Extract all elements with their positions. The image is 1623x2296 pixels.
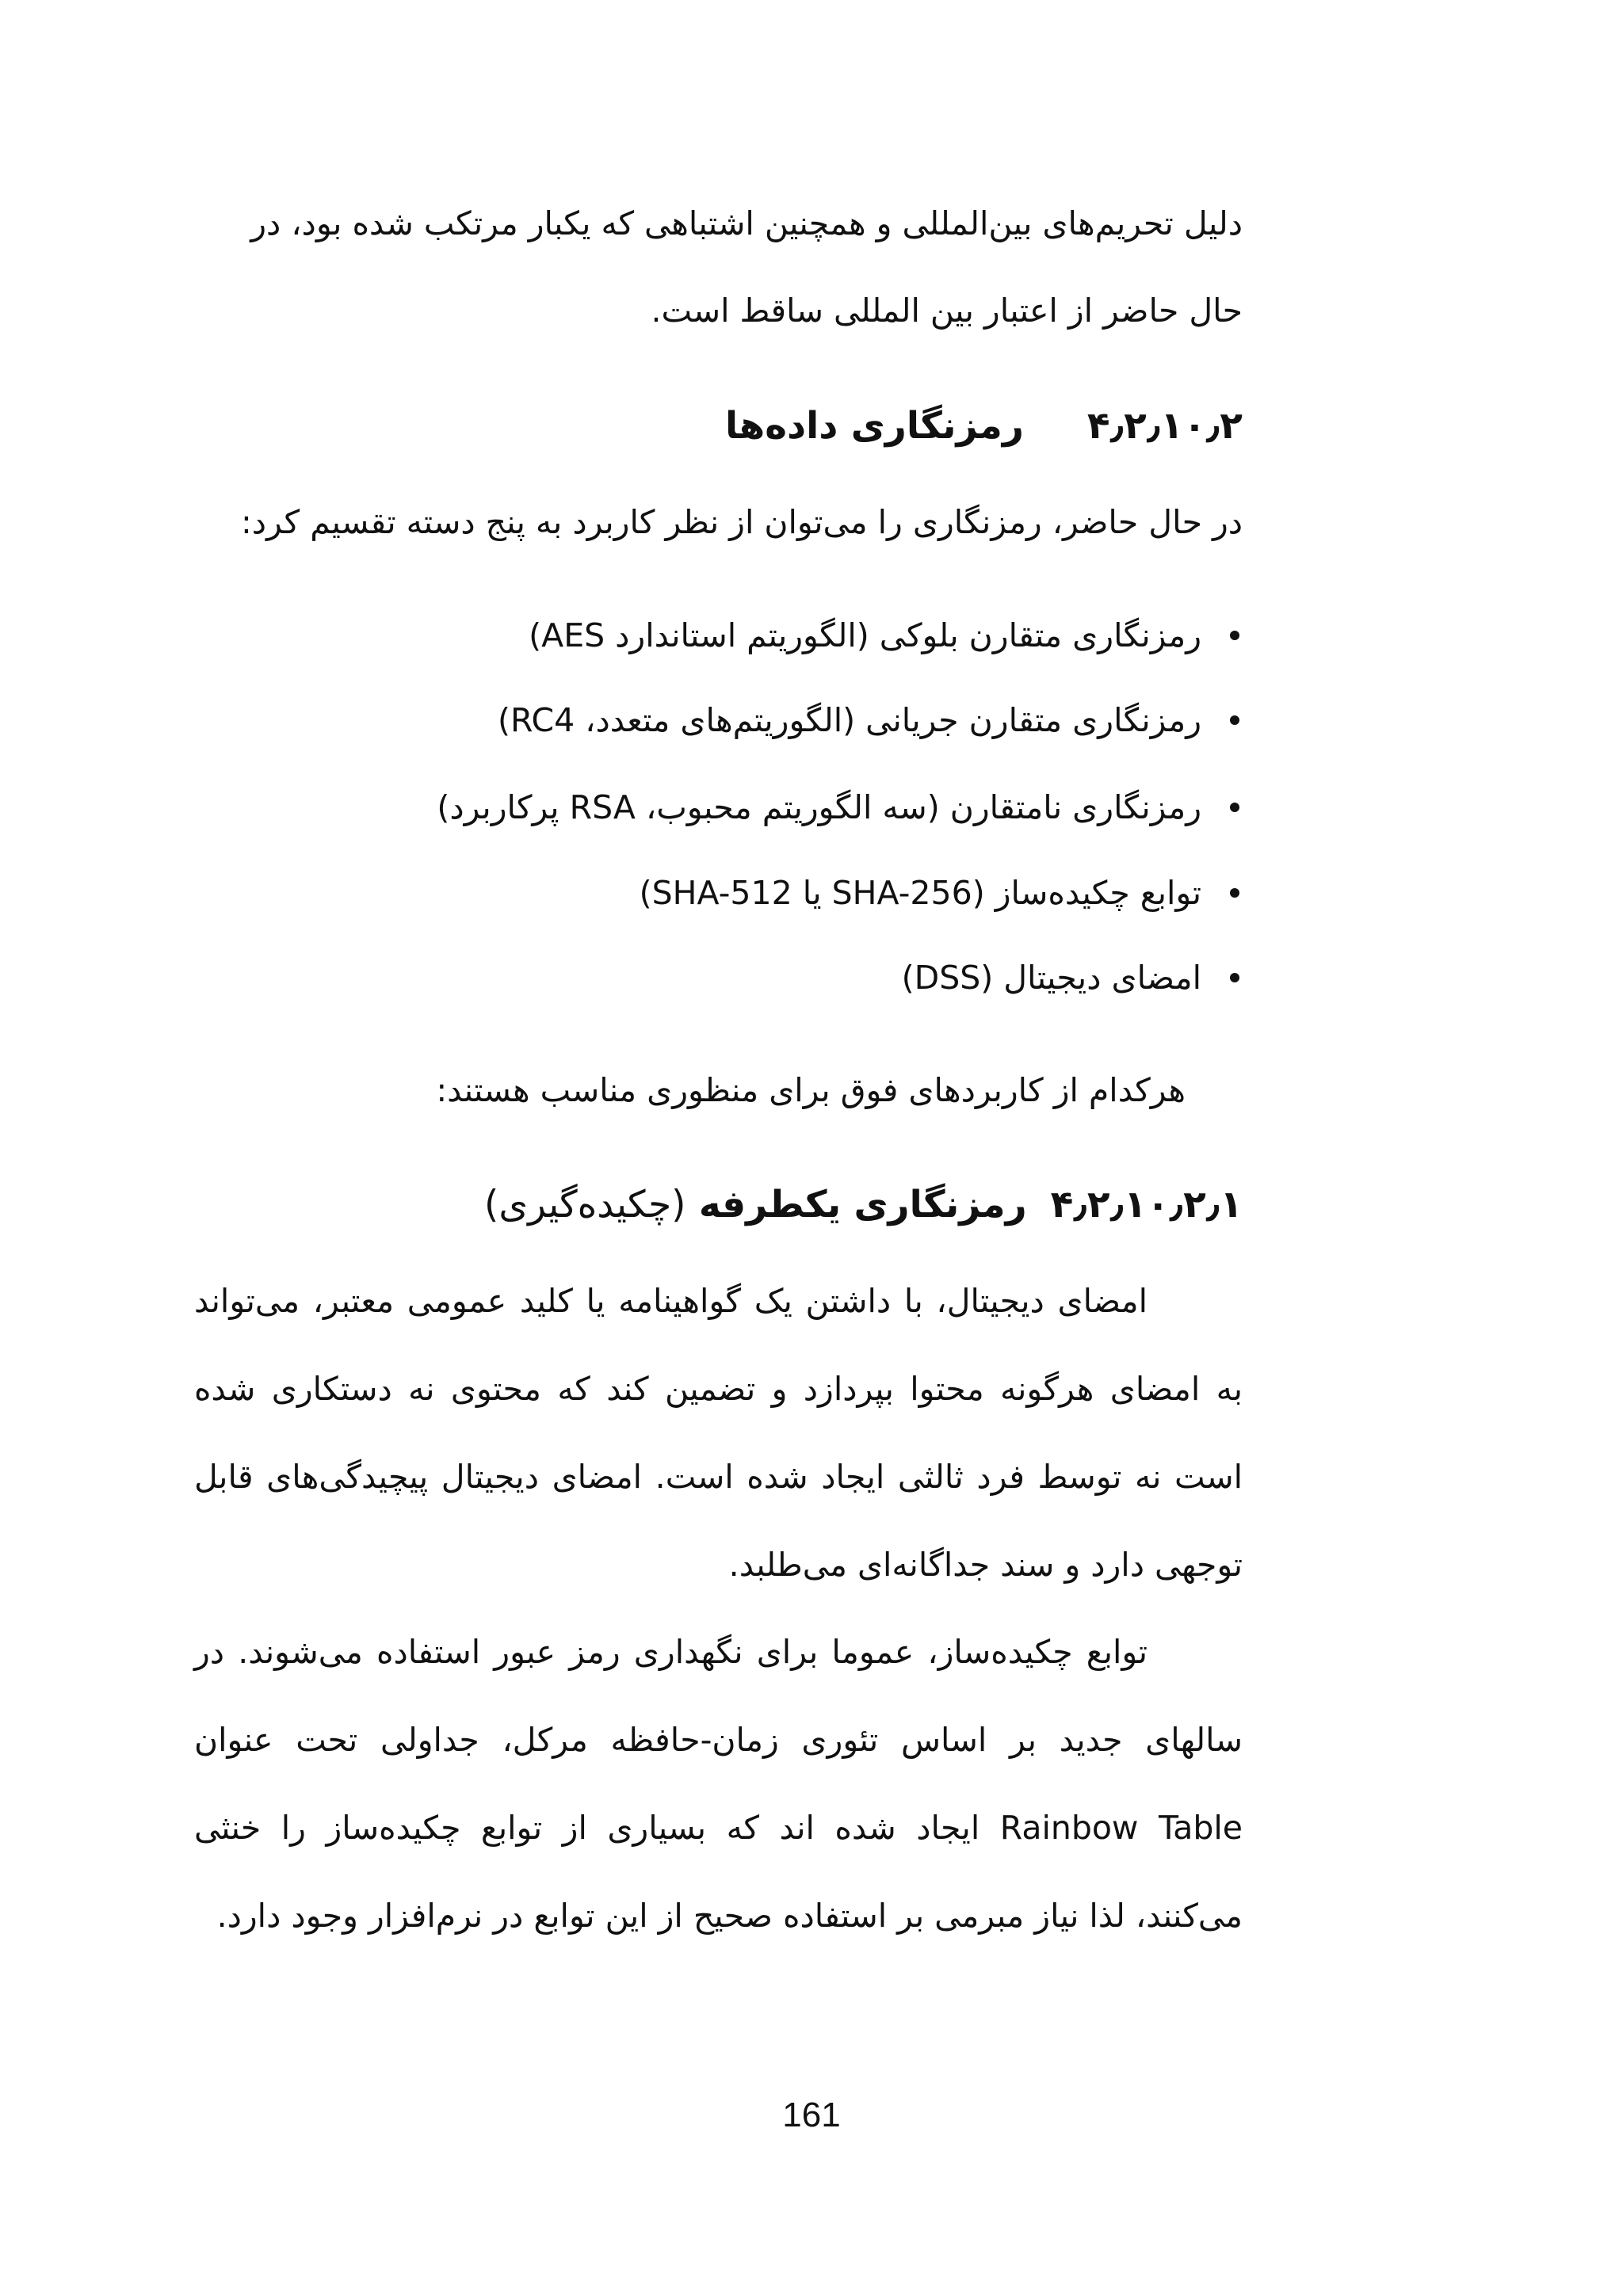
paragraph <box>194 1257 1243 1609</box>
bullet-icon <box>1230 631 1239 640</box>
subsection-heading <box>484 1183 1243 1226</box>
list-item-text: رمزنگاری متقارن جریانی (الگوریتم‌های متعدد، RC4) <box>498 701 1201 739</box>
section-lead: در حال حاضر، رمزنگاری را می‌توان از نظر کاربرد به پنج دسته تقسیم کرد: <box>240 503 1243 541</box>
list-item <box>640 874 1243 912</box>
section-number: ۴٫۲٫۱۰٫۲ <box>1086 404 1243 448</box>
list-item <box>529 616 1243 654</box>
bullet-icon <box>1230 803 1239 812</box>
list-item-text: رمزنگاری نامتقارن (سه الگوریتم محبوب، RSA پرکاربرد) <box>437 788 1201 826</box>
bullet-icon <box>1230 715 1239 725</box>
after-bullets-text: هرکدام از کاربردهای فوق برای منظوری مناسب هستند: <box>436 1071 1186 1109</box>
list-item <box>437 788 1243 826</box>
subsection-paren: (چکیده‌گیری) <box>484 1183 686 1226</box>
subsection-title: رمزنگاری یکطرفه <box>698 1183 1027 1226</box>
list-item-text: امضای دیجیتال (DSS) <box>901 959 1201 997</box>
paragraph-text: توابع چکیده‌ساز، عموما برای نگهداری رمز عبور استفاده می‌شوند. در سالهای جدید بر اساس تئوری زمان-حافظه مرکل، جداولی تحت عنوان Rainbow Table ایجاد شده اند که بسیاری از توابع چکیده‌ساز را خنثی می‌کنند، لذا نیاز مبرمی بر استفاده صحیح از این توابع در نرم‌افزار وجود دارد. <box>194 1633 1243 1935</box>
section-title: رمزنگاری داده‌ها <box>725 404 1024 448</box>
subsection-number: ۴٫۲٫۱۰٫۲٫۱ <box>1050 1183 1243 1226</box>
list-item <box>498 701 1243 739</box>
list-item-text: توابع چکیده‌ساز (SHA-256 یا SHA-512) <box>639 874 1201 912</box>
list-item-text: رمزنگاری متقارن بلوکی (الگوریتم استاندارد AES) <box>529 616 1201 654</box>
intro-line-1: دلیل تحریم‌های بین‌المللی و همچنین اشتباهی که یکبار مرتکب شده بود، در <box>250 204 1243 242</box>
paragraph <box>194 1608 1243 1960</box>
section-heading <box>725 404 1243 448</box>
bullet-icon <box>1230 888 1239 898</box>
intro-line-2: حال حاضر از اعتبار بین المللی ساقط است. <box>651 292 1243 330</box>
paragraph-text: امضای دیجیتال، با داشتن یک گواهینامه یا کلید عمومی معتبر، می‌تواند به امضای هرگونه محتوا بپردازد و تضمین کند که محتوی نه دستکاری شده است نه توسط فرد ثالثی ایجاد شده است. امضای دیجیتال پیچیدگی‌های قابل توجهی دارد و سند جداگانه‌ای می‌طلبد. <box>194 1282 1243 1584</box>
bullet-icon <box>1230 973 1239 982</box>
list-item <box>902 959 1243 997</box>
page-number: 161 <box>782 2096 841 2134</box>
